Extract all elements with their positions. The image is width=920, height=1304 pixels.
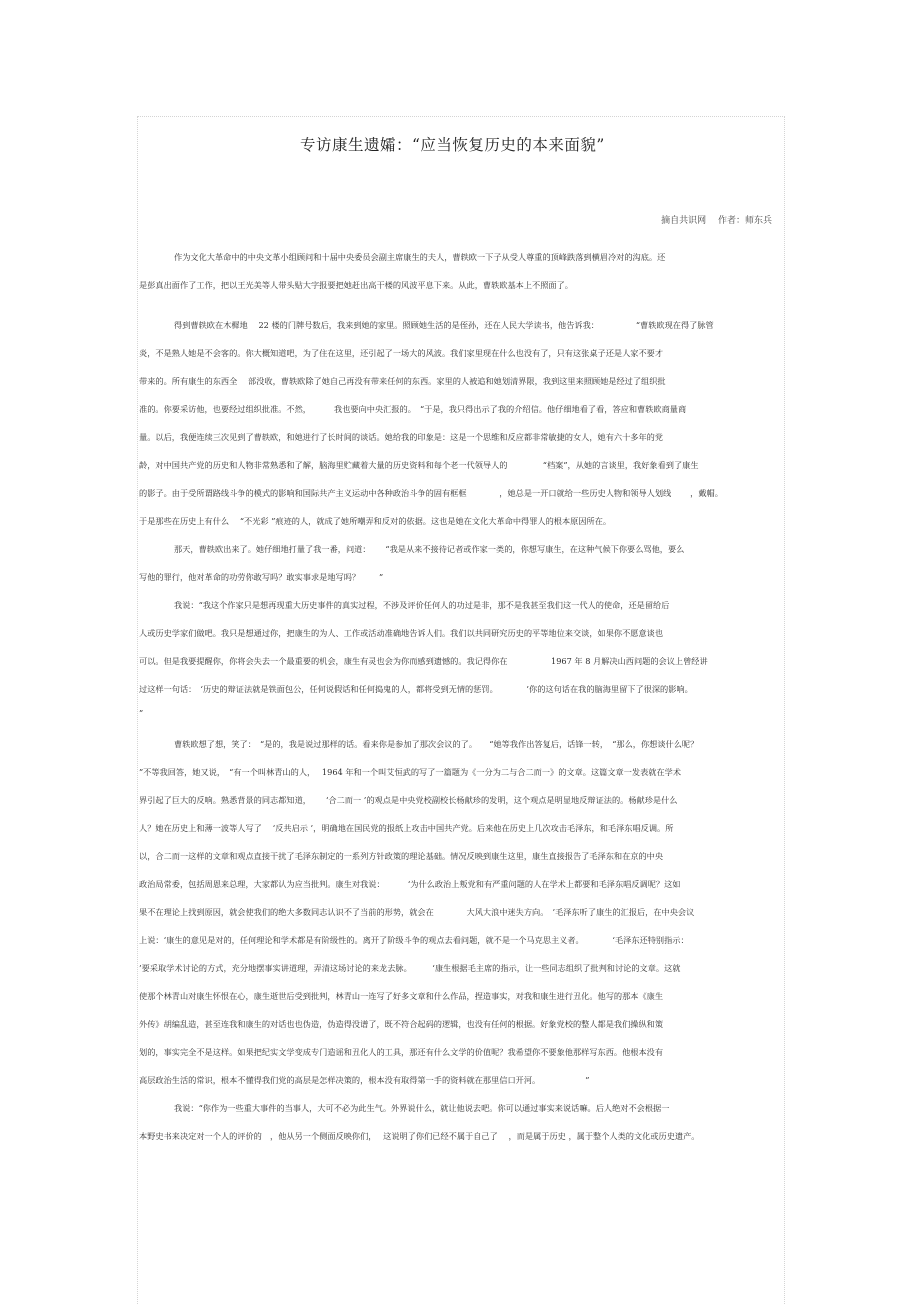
paragraph-line: 准的。你要采访他，也要经过组织批准。不然， 我也要向中央汇报的。 “于是，我只得出示了我的介绍信。他仔细地看了看，答应和曹轶欧商量商: [139, 404, 687, 414]
paragraph-line: 高层政治生活的常识，根本不懂得我们党的高层是怎样决策的，根本没有取得第一手的资料就在那里信口开河。 ”: [139, 1075, 590, 1085]
paragraph-line: 上说：‘康生的意见是对的，任何理论和学术都是有阶级性的。离开了阶级斗争的观点去看问题，就不是一个马克思主义者。 ‘毛泽东还特别指示：: [139, 935, 689, 945]
paragraph-line: 是彭真出面作了工作，把以王光美等人带头贴大字报要把她赶出高干楼的风波平息下来。从此，曹轶欧基本上不照面了。: [139, 280, 573, 290]
paragraph-line: 人？她在历史上和薄一波等人写了 ‘反共启示 ’，明确地在国民党的报纸上攻击中国共产党。后来他在历史上几次攻击毛泽东，和毛泽东唱反调。所: [139, 823, 674, 833]
paragraph-line: 炎，不是熟人她是不会客的。你大概知道吧，为了住在这里，还引起了一场大的风波。我们家里现在什么也没有了，只有这张桌子还是人家不要才: [139, 348, 664, 358]
paragraph-line: 那天，曹轶欧出来了。她仔细地打量了我一番，问道： “我是从来不接待记者或作家一类的，你想写康生，在这种气候下你要么骂他，要么: [174, 544, 685, 554]
paragraph-line: 龄，对中国共产党的历史和人物非常熟悉和了解，脑海里贮藏着大量的历史资料和每个老一代领导人的 “档案”，从她的言谈里，我好象看到了康生: [139, 460, 699, 470]
paragraph-line: 使那个林青山对康生怀恨在心，康生逝世后受到批判，林青山一连写了好多文章和什么作品，捏造事实，对我和康生进行丑化。他写的那本《康生: [139, 991, 664, 1001]
paragraph-line: 带来的。所有康生的东西全 部没收，曹轶欧除了她自己再没有带来任何的东西。家里的人被追和她划清界限，我到这里来照顾她是经过了组织批: [139, 376, 666, 386]
paragraph-line: 写他的罪行，他对革命的功劳你敢写吗？敢实事求是地写吗？ ”: [139, 572, 384, 582]
paragraph-line: 量。以后，我便连续三次见到了曹轶欧，和她进行了长时间的谈话。她给我的印象是：这是一个思维和反应都非常敏捷的女人，她有六十多年的党: [139, 432, 664, 442]
paragraph-line: 外传》胡编乱造，甚至连我和康生的对话也也伪造，伪造得没谱了，既不符合起码的逻辑，也没有任何的根据。好象党校的整人都是我们操纵和策: [139, 1019, 664, 1029]
paragraph-line: 得到曹轶欧在木樨地 22 楼的门牌号数后，我来到她的家里。照顾她生活的是侄孙，还在人民大学读书，他告诉我： “曹轶欧现在得了脉管: [174, 320, 714, 330]
paragraph-line: 过这样一句话： ‘历史的辩证法就是铁面包公，任何说假话和任何捣鬼的人，都将受到无情的惩罚。 ’你的这句话在我的脑海里留下了很深的影响。: [139, 684, 693, 694]
paragraph-line: 以，合二而一这样的文章和观点直接干扰了毛泽东制定的一系列方针政策的理论基础。情况反映到康生这里，康生直接报告了毛泽东和在京的中央: [139, 851, 664, 861]
paragraph-line: 我说：“我这个作家只是想再现重大历史事件的真实过程，不涉及评价任何人的功过是非，那不是我甚至我们这一代人的使命，还是留给后: [174, 600, 670, 610]
paragraph-line: 作为文化大革命中的中央文革小组顾问和十届中央委员会副主席康生的夫人，曹轶欧一下子从受人尊重的顶峰跌落到横眉冷对的沟底。还: [174, 252, 666, 262]
paragraph-line: 政治局常委，包括周恩来总理，大家都认为应当批判。康生对我说： ‘为什么政治上叛党和有严重问题的人在学术上都要和毛泽东唱反调呢？这如: [139, 879, 681, 889]
document-frame: [137, 116, 785, 1304]
paragraph-line: 界引起了巨大的反响。熟悉背景的同志都知道， ‘合二而一 ’的观点是中央党校副校长杨献珍的发明，这个观点是明显地反辩证法的。杨献珍是什么: [139, 795, 678, 805]
paragraph-line: ”: [139, 708, 144, 718]
article-byline: 摘自共识网 作者：师东兵: [661, 216, 772, 226]
paragraph-line: 本野史书来决定对一个人的评价的 ，他从另一个侧面反映你们， 这说明了你们已经不属于自己了 ，而是属于历史 ，属于整个人类的文化或历史遗产。: [139, 1131, 700, 1141]
paragraph-line: 可以。但是我要提醒你，你将会失去一个最重要的机会，康生有灵也会为你而感到遗憾的。我记得你在 1967 年 8 月解决山西问题的会议上曾经讲: [139, 656, 708, 666]
article-title: 专访康生遗孀：“应当恢复历史的本来面貌”: [300, 136, 605, 154]
paragraph-line: 的影子。由于受所谓路线斗争的模式的影响和国际共产主义运动中各种政治斗争的固有框框 ，她总是一开口就给一些历史人物和领导人划线 ，戴帽。: [139, 488, 723, 498]
paragraph-line: 划的，事实完全不是这样。如果把纪实文学变成专门造谣和丑化人的工具，那还有什么文学的价值呢？我希望你不要象他那样写东西。他根本没有: [139, 1047, 664, 1057]
paragraph-line: ’要采取学术讨论的方式，充分地摆事实讲道理，弄清这场讨论的来龙去脉。 ‘康生根据毛主席的指示，让一些同志组织了批判和讨论的文章。这就: [139, 963, 681, 973]
paragraph-line: 于是那些在历史上有什么 “不光彩 ”痕迹的人，就成了她所嘲弄和反对的依据。这也是她在文化大革命中得罪人的根本原因所在。: [139, 516, 612, 526]
paragraph-line: ”不等我回答，她又说， “有一个叫林青山的人， 1964 年和一个叫艾恒武的写了一篇题为《一分为二与合二而一》的文章。这篇文章一发表就在学术: [139, 767, 682, 777]
paragraph-line: 我说：“你作为一些重大事件的当事人，大可不必为此生气。外界说什么，就让他说去吧。你可以通过事实来说话嘛。后人绝对不会根据一: [174, 1103, 670, 1113]
paragraph-line: 果不在理论上找到原因，就会使我们的绝大多数同志认识不了当前的形势，就会在 大风大浪中迷失方向。 ’毛泽东听了康生的汇报后，在中央会议: [139, 907, 695, 917]
paragraph-line: 人或历史学家们做吧。我只是想通过你，把康生的为人、工作或活动准确地告诉人们。我们以共同研究历史的平等地位来交谈，如果你不愿意谈也: [139, 628, 664, 638]
paragraph-line: 曹轶欧想了想，笑了： “是的，我是说过那样的话。看来你是参加了那次会议的了。 “她等我作出答复后，话锋一转， “那么，你想谈什么呢？: [174, 739, 699, 749]
